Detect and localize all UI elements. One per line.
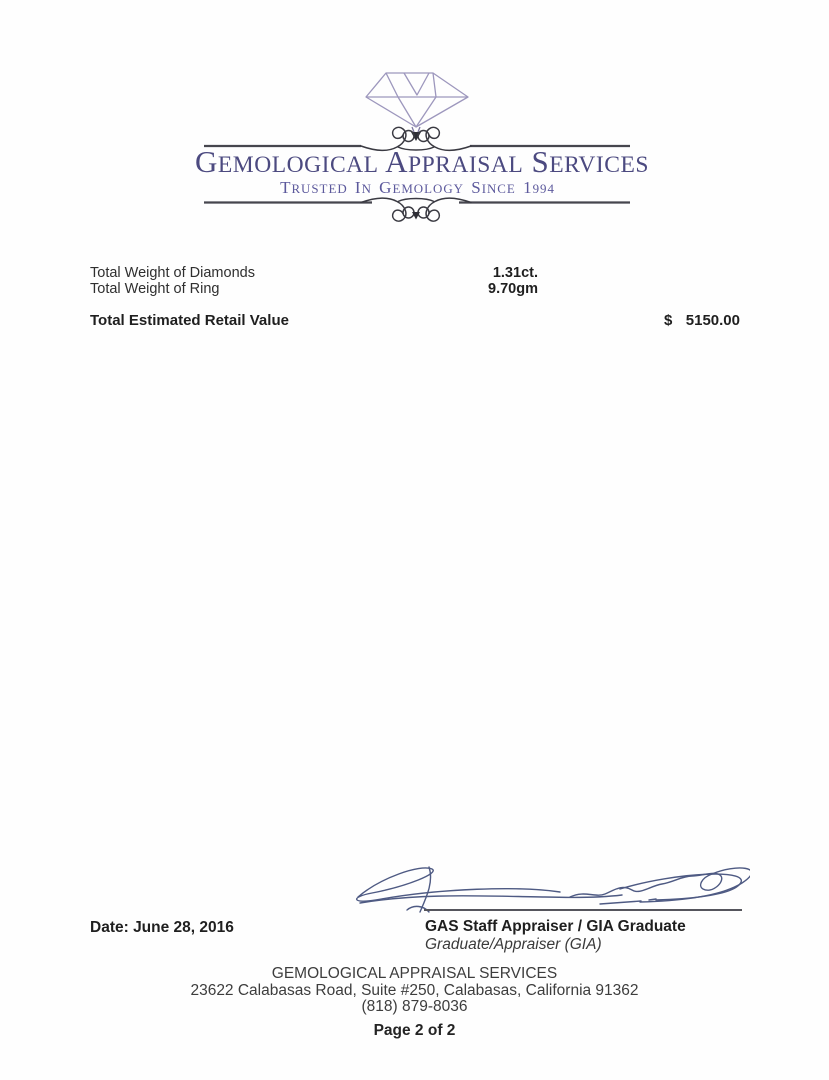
page-indicator: Page 2 of 2 xyxy=(373,1022,456,1039)
weight-diamonds-label: Total Weight of Diamonds xyxy=(90,265,255,281)
footer-company: GEMOLOGICAL APPRAISAL SERVICES xyxy=(271,965,558,982)
total-retail-value-amount: 5150.00 xyxy=(685,312,740,329)
weight-ring-value: 9.70gm xyxy=(488,281,538,297)
appraiser-subtitle: Graduate/Appraiser (GIA) xyxy=(425,936,602,953)
date-label: Date: June 28, 2016 xyxy=(90,919,234,936)
footer-address: 23622 Calabasas Road, Suite #250, Calabasas, California 91362 xyxy=(190,981,639,999)
total-retail-value-label: Total Estimated Retail Value xyxy=(90,312,289,329)
footer-phone: (818) 879-8036 xyxy=(361,998,468,1015)
weight-diamonds-value: 1.31ct. xyxy=(492,265,538,281)
logo-artwork xyxy=(195,60,649,225)
logo-title: GEMOLOGICAL APPRAISAL SERVICES xyxy=(195,144,649,179)
signature-line xyxy=(424,909,742,911)
weight-ring-label: Total Weight of Ring xyxy=(90,281,220,297)
footer xyxy=(0,966,829,1016)
diamond-outline-icon xyxy=(366,73,468,132)
logo-tagline: TRUSTED IN GEMOLOGY SINCE 1994 xyxy=(280,178,555,197)
appraiser-title: GAS Staff Appraiser / GIA Graduate xyxy=(425,918,686,935)
currency-symbol: $ xyxy=(664,312,673,329)
